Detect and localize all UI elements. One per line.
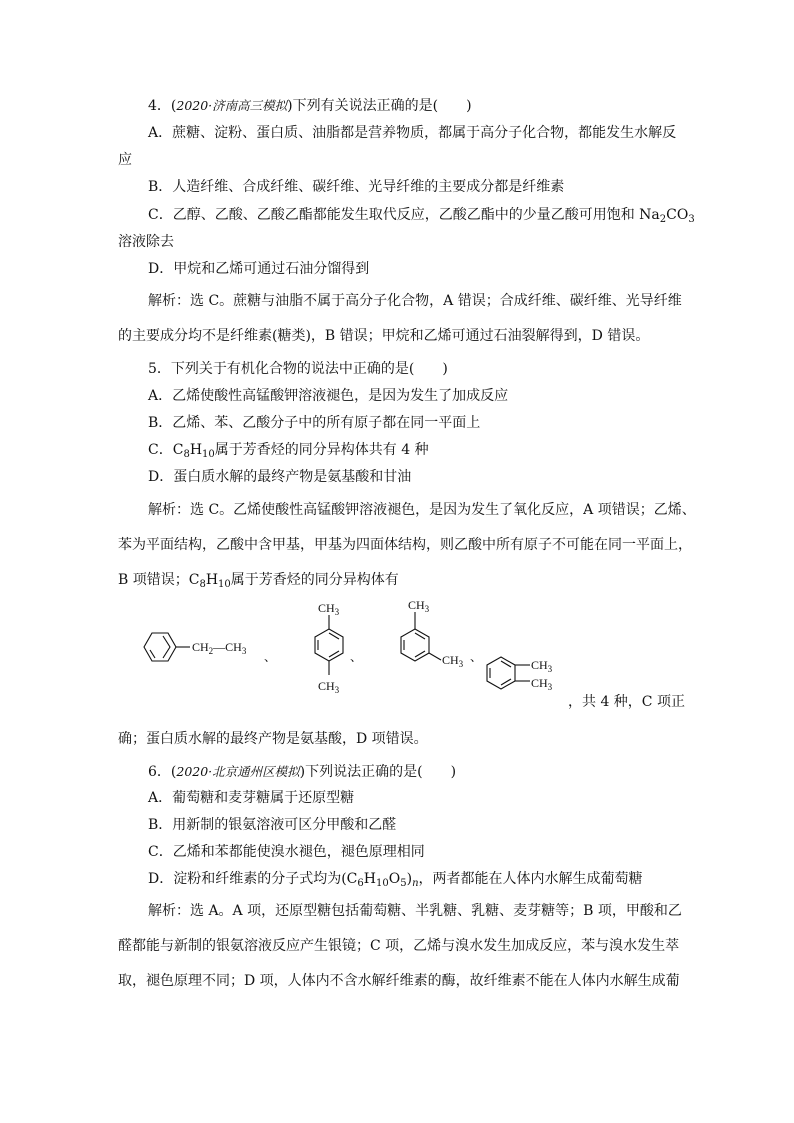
q6-answer-line1: 解析：选 A。A 项，还原型糖包括葡萄糖、半乳糖、乳糖、麦芽糖等；B 项，甲酸和乙 (148, 903, 682, 919)
q4-option-c-line1: C．乙醇、乙酸、乙酸乙酯都能发生取代反应，乙酸乙酯中的少量乙酸可用饱和 $Na_2CO_3$ (148, 207, 695, 225)
q6-option-a: A．葡萄糖和麦芽糖属于还原型糖 (148, 790, 355, 806)
o-xylene-ch3-1: $CH_3$ (531, 658, 553, 674)
q6-answer-line2: 醛都能与新制的银氨溶液反应产生银镜；C 项，乙烯与溴水发生加成反应，苯与溴水发生萃 (118, 938, 680, 954)
q5-answer-line2: 苯为平面结构，乙酸中含甲基，甲基为四面体结构，则乙酸中所有原子不可能在同一平面上， (118, 537, 692, 553)
q5-option-b: B．乙烯、苯、乙酸分子中的所有原子都在同一平面上 (148, 415, 481, 431)
q4-stem: 4．(2020·济南高三模拟)下列有关说法正确的是( ) (148, 98, 472, 114)
separator-1: 、 (264, 650, 277, 664)
q5-option-d: D．蛋白质水解的最终产物是氨基酸和甘油 (148, 469, 412, 485)
q5-answer-tail2: 确；蛋白质水解的最终产物是氨基酸，D 项错误。 (118, 731, 428, 747)
q6-stem: 6．(2020·北京通州区模拟)下列说法正确的是( ) (148, 764, 457, 780)
ethyl-ch2-label: $CH_2—CH_3$ (192, 640, 247, 656)
m-xylene-structure (401, 612, 441, 661)
q5-answer-tail1: ，共 4 种，C 项正 (568, 694, 685, 710)
m-xylene-top-ch3: $CH_3$ (408, 598, 430, 614)
p-xylene-bottom-ch3: $CH_3$ (318, 679, 340, 695)
q4-option-a-line2: 应 (118, 152, 132, 168)
q5-option-c: C．$C_8H_{10}$属于芳香烃的同分异构体共有 4 种 (148, 442, 429, 460)
q5-answer-line3: B 项错误；$C_8H_{10}$属于芳香烃的同分异构体有 (118, 572, 399, 590)
o-xylene-structure (487, 657, 530, 689)
q5-stem: 5．下列关于有机化合物的说法中正确的是( ) (148, 361, 448, 377)
o-xylene-ch3-2: $CH_3$ (531, 676, 553, 692)
q4-option-a-line1: A．蔗糖、淀粉、蛋白质、油脂都是营养物质，都属于高分子化合物，都能发生水解反 (148, 125, 677, 141)
q4-option-d: D．甲烷和乙烯可通过石油分馏得到 (148, 261, 370, 277)
q4-answer-line1: 解析：选 C。蔗糖与油脂不属于高分子化合物，A 错误；合成纤维、碳纤维、光导纤维 (148, 293, 682, 309)
q5-option-a: A．乙烯使酸性高锰酸钾溶液褪色，是因为发生了加成反应 (148, 388, 509, 404)
q6-answer-line3: 取，褪色原理不同；D 项，人体内不含水解纤维素的酶，故纤维素不能在人体内水解生成葡 (118, 973, 680, 989)
q6-option-d: D．淀粉和纤维素的分子式均为$(C_6H_{10}O_5)_n$，两者都能在人体内水解生成葡萄糖 (148, 871, 643, 889)
q6-source: 2020·北京通州区模拟 (176, 764, 300, 779)
q4-option-b: B．人造纤维、合成纤维、碳纤维、光导纤维的主要成分都是纤维素 (148, 179, 565, 195)
m-xylene-side-ch3: $CH_3$ (442, 653, 464, 669)
p-xylene-top-ch3: $CH_3$ (318, 601, 340, 617)
q6-option-c: C．乙烯和苯都能使溴水褪色，褪色原理相同 (148, 844, 425, 860)
q6-option-b: B．用新制的银氨溶液可区分甲酸和乙醛 (148, 817, 397, 833)
p-xylene-structure (315, 615, 343, 675)
q4-source: 2020·济南高三模拟 (176, 98, 288, 113)
ethylbenzene-structure (144, 633, 190, 661)
separator-3: 、 (470, 650, 483, 664)
separator-2: 、 (350, 650, 363, 664)
q5-answer-line1: 解析：选 C。乙烯使酸性高锰酸钾溶液褪色，是因为发生了氧化反应，A 项错误；乙烯、 (148, 502, 696, 518)
q4-answer-line2: 的主要成分均不是纤维素(糖类)，B 错误；甲烷和乙烯可通过石油裂解得到，D 错误。 (118, 328, 650, 344)
q4-option-c-line2: 溶液除去 (118, 234, 174, 250)
